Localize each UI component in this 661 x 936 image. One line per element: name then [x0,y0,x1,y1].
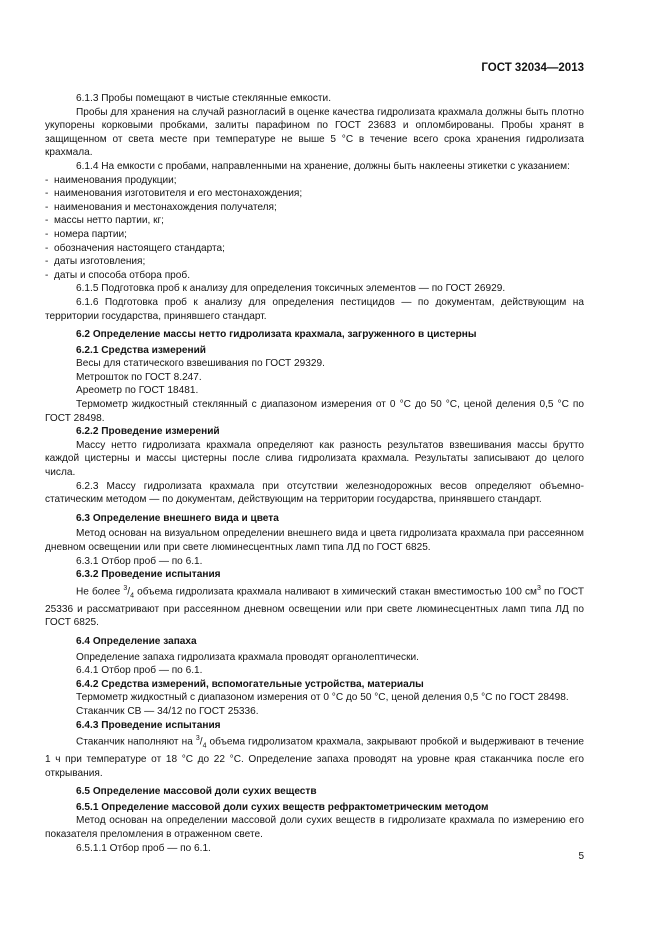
clause-6-1-3: 6.1.3 Пробы помещают в чистые стеклянные емкости. [76,93,331,104]
list-item: - даты и способа отбора проб. [45,269,584,283]
clause-6-1-5: 6.1.5 Подготовка проб к анализу для определения токсичных элементов — по ГОСТ 26929. [76,283,506,295]
clause-6-4-3-title: 6.4.3 Проведение испытания [76,719,221,731]
clause-6-5-1-1: 6.5.1.1 Отбор проб — по 6.1. [76,842,211,854]
list-item: - обозначения настоящего стандарта; [45,242,584,256]
clause-6-5-1-text: Метод основан на определении массовой доли сухих веществ в гидролизате крахмала по измерению его показателя преломления в отраженном свете. [45,815,584,841]
clause-6-3-2-title: 6.3.2 Проведение испытания [76,569,221,581]
list-item: - наименования продукции; [45,174,584,188]
page-content [45,92,584,855]
clause-6-2-2-title: 6.2.2 Проведение измерений [76,426,220,438]
section-6-4-title: 6.4 Определение запаха [76,635,197,647]
list-item: - наименования и местонахождения получателя; [45,201,584,215]
section-6-4-method: Определение запаха гидролизата крахмала проводят органолептически. [76,651,419,663]
instrument-scales: Весы для статического взвешивания по ГОСТ 29329. [76,358,325,370]
page-number: 5 [578,851,584,862]
instrument-metroshtok: Метрошток по ГОСТ 8.247. [76,371,202,383]
clause-6-4-3-text: Стаканчик наполняют на $^3/_4$ объема гидролизатом крахмала, закрывают пробкой и выдерживают в течение 1 ч при температуре от 18 °С до 22 °С. Определение запаха проводят на уровне края стаканчика после его открывания. [45,735,584,779]
list-item: - номера партии; [45,228,584,242]
section-6-2-title: 6.2 Определение массы нетто гидролизата крахмала, загруженного в цистерны [76,329,477,341]
clause-6-2-2-text: Массу нетто гидролизата крахмала определяют как разность результатов взвешивания массы брутто каждой цистерны и массы цистерны после слива гидролизата крахмала. Результаты записывают до целого числа. [45,439,584,479]
instrument-areometer: Ареометр по ГОСТ 18481. [76,385,199,397]
clause-6-3-1: 6.3.1 Отбор проб — по 6.1. [76,555,203,567]
section-6-3-title: 6.3 Определение внешнего вида и цвета [76,512,279,524]
clause-6-1-6: 6.1.6 Подготовка проб к анализу для определения пестицидов — по документам, действующим на территории государства, принявшего стандарт. [45,296,584,322]
clause-6-3-2-text: Не более $^3/_4$ объема гидролизата крахмала наливают в химический стакан вместимостью 100 $см^3$ по ГОСТ 25336 и рассматривают при рассеянном дневном освещении или при свете люминесцентных ламп типа ЛД по ГОСТ 6825. [45,584,584,629]
clause-6-4-1: 6.4.1 Отбор проб — по 6.1. [76,665,203,677]
section-6-5-title: 6.5 Определение массовой доли сухих веществ [76,786,317,798]
clause-6-5-1-title: 6.5.1 Определение массовой доли сухих веществ рефрактометрическим методом [76,801,489,813]
clause-6-4-2-title: 6.4.2 Средства измерений, вспомогательные устройства, материалы [76,678,424,690]
clause-6-2-1-title: 6.2.1 Средства измерений [76,344,206,356]
clause-6-4-2-thermometer: Термометр жидкостный с диапазоном измерения от 0 °С до 50 °С, ценой деления 0,5 °С по ГОСТ 28498. [76,692,569,704]
label-requirements-list [45,174,584,283]
clause-6-2-3: 6.2.3 Массу гидролизата крахмала при отсутствии железнодорожных весов определяют объемно-статическим методом — по документам, действующим на территории государства, принявшего стандарт. [45,480,584,506]
list-item: - наименования изготовителя и его местонахождения; [45,187,584,201]
instrument-thermometer: Термометр жидкостный стеклянный с диапазоном измерения от 0 °С до 50 °С, ценой деления 0,5 °С по ГОСТ 28498. [45,399,584,424]
clause-6-4-2-beaker: Стаканчик СВ — 34/12 по ГОСТ 25336. [76,705,259,717]
document-code: ГОСТ 32034—2013 [481,62,584,74]
list-item: - массы нетто партии, кг; [45,214,584,228]
clause-6-1-4: 6.1.4 На емкости с пробами, направленными на хранение, должны быть наклеены этикетки с указанием: [76,160,570,172]
section-6-3-method: Метод основан на визуальном определении внешнего вида и цвета гидролизата крахмала при рассеянном дневном освещении или при свете люминесцентных ламп типа ЛД по ГОСТ 6825. [45,528,584,553]
list-item: - даты изготовления; [45,255,584,269]
clause-6-1-3-storage: Пробы для хранения на случай разногласий в оценке качества гидролизата крахмала должны быть плотно укупорены корковыми пробками, залиты парафином по ГОСТ 23683 и опломбированы. Пробы хранят в защищенном от света месте при температуре не выше 5 °С в течение всего срока хранения гидролизата крахмала. [45,106,584,159]
